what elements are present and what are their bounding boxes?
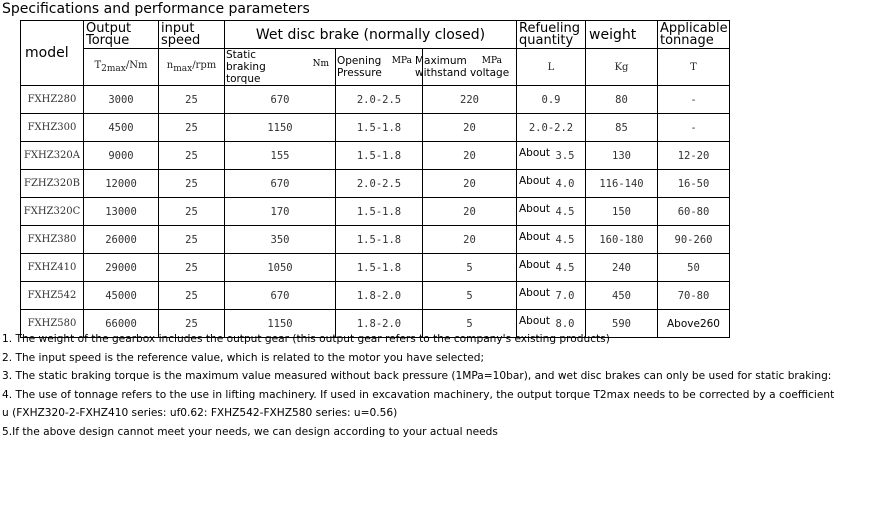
refueling-quantity-cell: [517, 86, 586, 114]
input-speed-cell: 25: [159, 282, 225, 310]
applicable-tonnage-cell: -: [658, 86, 730, 114]
max-withstand-voltage-cell: 20: [423, 170, 517, 198]
opening-pressure-cell: 1.8-2.0: [336, 310, 423, 338]
weight-cell: 85: [586, 114, 658, 142]
input-speed-cell: 25: [159, 226, 225, 254]
header-row-2: [21, 49, 730, 86]
table-row: [21, 142, 730, 170]
refuel-prefix: About: [519, 231, 551, 243]
unit-speed-symbol: n: [166, 60, 174, 71]
note-4: 4. The use of tonnage refers to the use in lifting machinery. If used in excavation machinery, the output torque T2max needs to be corrected by a coefficient: [2, 388, 835, 401]
static-braking-torque-cell: 170: [225, 198, 336, 226]
opening-pressure-unit: MPa: [391, 56, 412, 66]
unit-weight: Kg: [586, 49, 658, 86]
opening-pressure-cell: 1.5-1.8: [336, 254, 423, 282]
output-torque-cell: 12000: [84, 170, 159, 198]
refuel-value: 4.5: [555, 234, 575, 246]
unit-speed-tail: /rpm: [192, 60, 217, 71]
unit-torque: [84, 49, 159, 86]
output-torque-cell: 66000: [84, 310, 159, 338]
refuel-value: 8.0: [555, 318, 575, 330]
model-cell: FXHZ410: [21, 254, 84, 282]
refuel-prefix: About: [519, 175, 551, 187]
page-title: Specifications and performance parameters: [2, 1, 310, 17]
note-5: 5.If the above design cannot meet your needs, we can design according to your actual needs: [2, 425, 498, 438]
output-torque-cell: 45000: [84, 282, 159, 310]
input-speed-cell: 25: [159, 170, 225, 198]
header-model: model: [21, 21, 84, 86]
static-braking-torque-cell: 350: [225, 226, 336, 254]
refueling-quantity-cell: [517, 198, 586, 226]
applicable-tonnage-cell: 90-260: [658, 226, 730, 254]
refuel-prefix: About: [519, 203, 551, 215]
max-withstand-voltage-cell: 20: [423, 142, 517, 170]
opening-pressure-cell: 1.8-2.0: [336, 282, 423, 310]
refueling-quantity-cell: [517, 114, 586, 142]
weight-cell: 590: [586, 310, 658, 338]
output-torque-cell: 26000: [84, 226, 159, 254]
refueling-quantity-cell: [517, 226, 586, 254]
static-braking-torque-cell: 1150: [225, 114, 336, 142]
header-output-torque: Output Torque: [84, 21, 159, 49]
static-braking-torque-cell: 670: [225, 86, 336, 114]
header-input-speed: input speed: [159, 21, 225, 49]
max-withstand-voltage-cell: 5: [423, 310, 517, 338]
unit-speed: [159, 49, 225, 86]
static-braking-torque-cell: 670: [225, 282, 336, 310]
applicable-tonnage-cell: 60-80: [658, 198, 730, 226]
refuel-prefix: About: [519, 259, 551, 271]
weight-cell: 130: [586, 142, 658, 170]
static-braking-torque-cell: 670: [225, 170, 336, 198]
refuel-value: 4.5: [555, 262, 575, 274]
applicable-tonnage-cell: -: [658, 114, 730, 142]
output-torque-cell: 29000: [84, 254, 159, 282]
table-row: [21, 226, 730, 254]
refuel-value: 3.5: [555, 150, 575, 162]
applicable-tonnage-cell: 70-80: [658, 282, 730, 310]
header-row-1: [21, 21, 730, 49]
opening-pressure-label: Opening Pressure: [337, 55, 382, 79]
unit-torque-symbol: T: [94, 60, 102, 71]
max-withstand-voltage-cell: 5: [423, 254, 517, 282]
input-speed-cell: 25: [159, 86, 225, 114]
table-row: [21, 198, 730, 226]
input-speed-cell: 25: [159, 198, 225, 226]
max-withstand-voltage-cell: 20: [423, 198, 517, 226]
opening-pressure-cell: 1.5-1.8: [336, 226, 423, 254]
header-max-withstand-voltage: [415, 49, 517, 86]
input-speed-cell: 25: [159, 114, 225, 142]
note-3: 3. The static braking torque is the maximum value measured without back pressure (1MPa=10bar), and wet disc brakes can only be used for static braking:: [2, 370, 832, 382]
table-row: [21, 282, 730, 310]
max-withstand-voltage-cell: 5: [423, 282, 517, 310]
applicable-tonnage-cell: 50: [658, 254, 730, 282]
max-withstand-unit: MPa: [481, 56, 502, 66]
input-speed-cell: 25: [159, 254, 225, 282]
weight-cell: 116-140: [586, 170, 658, 198]
refuel-prefix: About: [519, 147, 551, 159]
refuel-prefix: About: [519, 287, 551, 299]
header-static-braking-torque: [225, 49, 336, 86]
model-cell: FXHZ280: [21, 86, 84, 114]
opening-pressure-cell: 1.5-1.8: [336, 198, 423, 226]
refuel-value: 2.0-2.2: [528, 121, 574, 134]
header-wet-disc-brake: Wet disc brake (normally closed): [225, 21, 517, 49]
opening-pressure-cell: 2.0-2.5: [336, 170, 423, 198]
refueling-quantity-cell: [517, 142, 586, 170]
output-torque-cell: 13000: [84, 198, 159, 226]
refuel-prefix: About: [519, 315, 551, 327]
model-cell: FXHZ380: [21, 226, 84, 254]
opening-pressure-cell: 1.5-1.8: [336, 114, 423, 142]
output-torque-cell: 4500: [84, 114, 159, 142]
weight-cell: 240: [586, 254, 658, 282]
table-row: [21, 254, 730, 282]
refuel-value: 0.9: [541, 93, 561, 106]
opening-pressure-cell: 1.5-1.8: [336, 142, 423, 170]
output-torque-cell: 3000: [84, 86, 159, 114]
max-withstand-voltage-cell: 20: [423, 226, 517, 254]
applicable-tonnage-cell: Above260: [658, 310, 730, 338]
refueling-quantity-cell: [517, 254, 586, 282]
applicable-tonnage-cell: 12-20: [658, 142, 730, 170]
unit-refuel: L: [517, 49, 586, 86]
unit-torque-tail: /Nm: [125, 60, 148, 71]
note-1: 1. The weight of the gearbox includes the output gear (this output gear refers to the company's existing products): [2, 333, 610, 345]
static-braking-torque-cell: 155: [225, 142, 336, 170]
max-withstand-voltage-label: Maximum withstand voltage: [415, 55, 510, 79]
unit-torque-subscript: 2max: [101, 64, 126, 74]
model-cell: FZHZ320B: [21, 170, 84, 198]
max-withstand-voltage-cell: 20: [423, 114, 517, 142]
note-4-continued: u (FXHZ320-2-FXHZ410 series: uf0.62: FXHZ542-FXHZ580 series: u=0.56): [2, 407, 398, 419]
unit-speed-subscript: max: [173, 64, 193, 74]
header-applicable-tonnage: Applicable tonnage: [658, 21, 730, 49]
notes: [2, 330, 834, 441]
refuel-value: 7.0: [555, 290, 575, 302]
header-opening-pressure: [336, 49, 423, 86]
refuel-value: 4.0: [555, 178, 575, 190]
header-refueling-quantity: Refueling quantity: [517, 21, 586, 49]
model-cell: FXHZ320A: [21, 142, 84, 170]
model-cell: FXHZ300: [21, 114, 84, 142]
table-row: [21, 114, 730, 142]
static-braking-torque-cell: 1150: [225, 310, 336, 338]
weight-cell: 450: [586, 282, 658, 310]
input-speed-cell: 25: [159, 142, 225, 170]
weight-cell: 80: [586, 86, 658, 114]
static-braking-torque-cell: 1050: [225, 254, 336, 282]
output-torque-cell: 9000: [84, 142, 159, 170]
table-row: [21, 170, 730, 198]
note-2: 2. The input speed is the reference value, which is related to the motor you have selected;: [2, 351, 485, 364]
refueling-quantity-cell: [517, 170, 586, 198]
applicable-tonnage-cell: 16-50: [658, 170, 730, 198]
refuel-value: 4.5: [555, 206, 575, 218]
model-cell: FXHZ580: [21, 310, 84, 338]
table-row: [21, 86, 730, 114]
header-weight: weight: [586, 21, 658, 49]
unit-tonnage: T: [658, 49, 730, 86]
static-braking-unit: Nm: [312, 59, 329, 69]
max-withstand-voltage-cell: 220: [423, 86, 517, 114]
opening-pressure-cell: 2.0-2.5: [336, 86, 423, 114]
static-braking-torque-label: Static braking torque: [226, 49, 266, 85]
model-cell: FXHZ320C: [21, 198, 84, 226]
weight-cell: 150: [586, 198, 658, 226]
weight-cell: 160-180: [586, 226, 658, 254]
specifications-table: [20, 20, 730, 338]
refueling-quantity-cell: [517, 282, 586, 310]
input-speed-cell: 25: [159, 310, 225, 338]
model-cell: FXHZ542: [21, 282, 84, 310]
